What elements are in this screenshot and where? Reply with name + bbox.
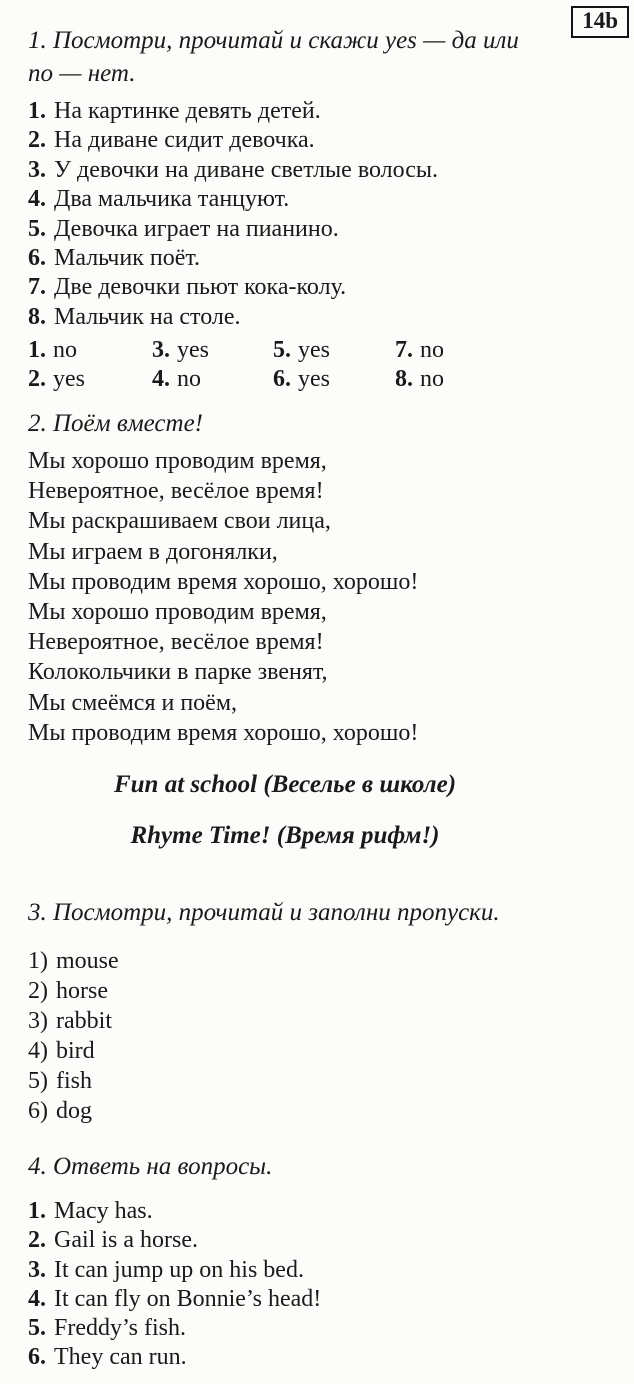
answer-number: 2. <box>28 366 46 392</box>
item-text: У девочки на диване светлые волосы. <box>54 156 439 183</box>
answer-cell <box>395 365 528 394</box>
section-heading-rhyme-time: Rhyme Time! (Время рифм!) <box>130 822 440 849</box>
item-number: 2. <box>28 127 46 154</box>
song-line: Мы хорошо проводим время, <box>28 448 327 474</box>
answer-number: 4. <box>152 366 170 392</box>
song-line: Колокольчики в парке звенят, <box>28 659 328 686</box>
item-number: 7. <box>28 274 46 301</box>
answer-value: yes <box>298 366 330 392</box>
exercise-4-title: 4. Ответь на вопросы. <box>28 1153 273 1180</box>
answer-value: no <box>420 366 444 392</box>
song-line: Мы проводим время хорошо, хорошо! <box>28 568 419 595</box>
exercise-1-answers-grid <box>28 336 528 394</box>
exercise-2-title: 2. Поём вместе! <box>28 410 203 437</box>
item-number: 3) <box>28 1008 48 1034</box>
answer-cell <box>273 365 395 394</box>
item-text: Мальчик на столе. <box>54 303 241 330</box>
list-item <box>28 185 438 214</box>
item-number: 6) <box>28 1098 48 1124</box>
answer-number: 3. <box>152 337 170 363</box>
song-line: Мы проводим время хорошо, хорошо! <box>28 719 419 746</box>
page-number-badge: 14b <box>571 6 629 38</box>
section-heading-fun-at-school: Fun at school (Веселье в школе) <box>113 771 457 798</box>
exercise-1-title: 1. Посмотри, прочитай и скажи yes — да или no — нет. <box>28 27 519 87</box>
exercise-4-list <box>28 1197 321 1373</box>
list-item <box>28 126 438 155</box>
item-number: 2. <box>28 1227 46 1254</box>
list-item <box>28 1066 119 1096</box>
answer-value: no <box>53 337 77 363</box>
answer-cell <box>395 336 528 365</box>
item-text: Freddy’s fish. <box>54 1315 186 1342</box>
song-line: Мы раскрашиваем свои лица, <box>28 508 331 535</box>
answer-value: no <box>177 366 201 392</box>
list-item <box>28 156 438 185</box>
song-line: Мы играем в догонялки, <box>28 538 278 565</box>
exercise-3-list <box>28 946 119 1126</box>
item-number: 4) <box>28 1038 48 1064</box>
list-item <box>28 303 438 332</box>
item-number: 5) <box>28 1068 48 1094</box>
list-item <box>28 1096 119 1126</box>
item-number: 4. <box>28 1285 46 1312</box>
item-text: На диване сидит девочка. <box>54 127 315 154</box>
item-number: 5. <box>28 1315 46 1342</box>
answer-number: 7. <box>395 337 413 363</box>
answer-number: 6. <box>273 366 291 392</box>
item-text: Мальчик поёт. <box>54 245 201 272</box>
item-text: dog <box>56 1098 92 1124</box>
answer-value: yes <box>298 337 330 363</box>
item-number: 8. <box>28 303 46 330</box>
item-number: 3. <box>28 156 46 183</box>
list-item <box>28 215 438 244</box>
list-item <box>28 1256 321 1285</box>
exercise-3-title: 3. Посмотри, прочитай и заполни пропуски. <box>28 899 500 926</box>
item-number: 5. <box>28 215 46 242</box>
item-number: 6. <box>28 1344 46 1371</box>
list-item <box>28 97 438 126</box>
answer-cell <box>152 336 273 365</box>
answer-cell <box>28 365 152 394</box>
list-item <box>28 1285 321 1314</box>
list-item <box>28 273 438 302</box>
song-line: Мы смеёмся и поём, <box>28 689 238 716</box>
answer-number: 1. <box>28 337 46 363</box>
item-number: 3. <box>28 1256 46 1283</box>
item-text: mouse <box>56 948 119 974</box>
song-lyrics <box>28 446 418 748</box>
song-line: Невероятное, весёлое время! <box>28 629 324 656</box>
answer-value: no <box>420 337 444 363</box>
song-line: Мы хорошо проводим время, <box>28 599 327 626</box>
exercise-1-list <box>28 97 438 332</box>
item-text: It can jump up on his bed. <box>54 1256 304 1283</box>
item-number: 4. <box>28 186 46 213</box>
answer-number: 5. <box>273 337 291 363</box>
list-item <box>28 1197 321 1226</box>
list-item <box>28 976 119 1006</box>
list-item <box>28 1226 321 1255</box>
item-text: На картинке девять детей. <box>54 98 321 124</box>
item-number: 6. <box>28 245 46 272</box>
list-item <box>28 1006 119 1036</box>
answer-cell <box>152 365 273 394</box>
item-text: horse <box>56 978 108 1004</box>
answer-value: yes <box>177 337 209 363</box>
song-line: Невероятное, весёлое время! <box>28 478 324 505</box>
list-item <box>28 1314 321 1343</box>
list-item <box>28 1343 321 1372</box>
item-text: bird <box>56 1038 95 1064</box>
item-number: 2) <box>28 978 48 1004</box>
item-text: fish <box>56 1068 92 1094</box>
item-text: Девочка играет на пианино. <box>54 215 339 242</box>
list-item <box>28 946 119 976</box>
answer-number: 8. <box>395 366 413 392</box>
list-item <box>28 1036 119 1066</box>
item-number: 1) <box>28 948 48 974</box>
item-text: rabbit <box>56 1008 112 1034</box>
list-item <box>28 244 438 273</box>
item-text: They can run. <box>54 1344 187 1371</box>
item-text: It can fly on Bonnie’s head! <box>54 1285 322 1312</box>
item-number: 1. <box>28 1198 46 1224</box>
item-text: Два мальчика танцуют. <box>54 186 290 213</box>
answer-cell <box>28 336 152 365</box>
item-number: 1. <box>28 98 46 124</box>
answer-value: yes <box>53 366 85 392</box>
item-text: Macy has. <box>54 1198 153 1224</box>
item-text: Gail is a horse. <box>54 1227 198 1254</box>
answer-cell <box>273 336 395 365</box>
item-text: Две девочки пьют кока-колу. <box>54 274 347 301</box>
